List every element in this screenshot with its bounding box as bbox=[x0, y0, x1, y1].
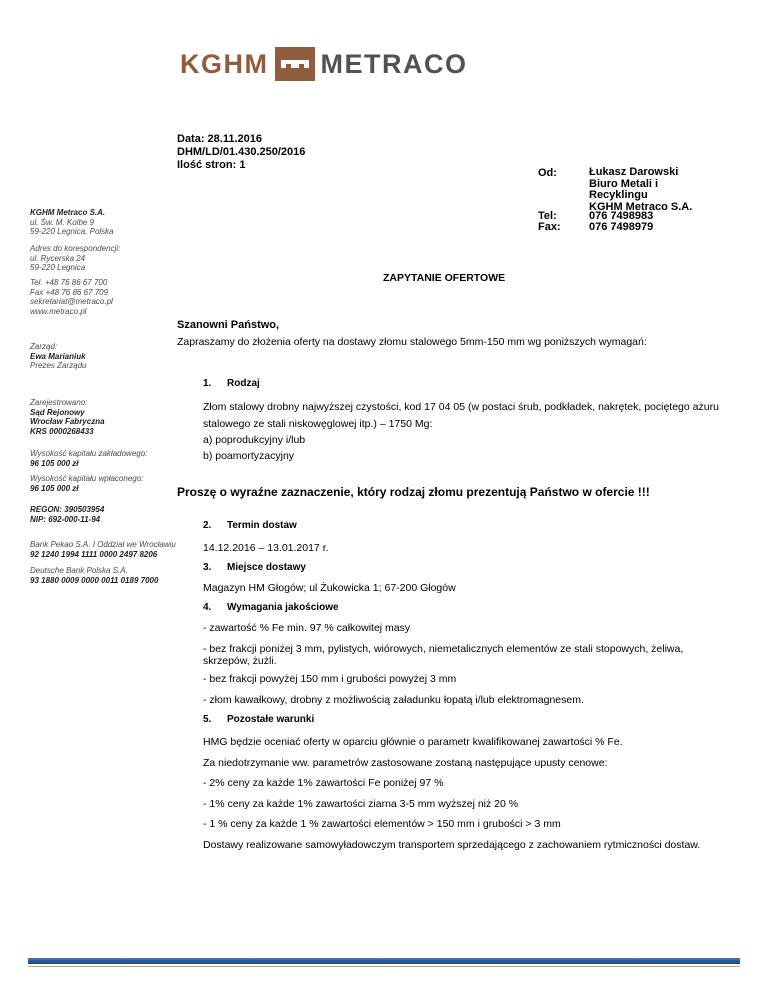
footer-divider bbox=[28, 966, 740, 967]
sender-line: Biuro Metali i bbox=[589, 177, 659, 190]
registry-court-division: Wrocław Fabryczna bbox=[30, 417, 105, 426]
section-5-number: 5. bbox=[203, 714, 212, 725]
contact-email[interactable]: sekretariat@metraco.pl bbox=[30, 297, 113, 306]
page-count: Ilość stron: 1 bbox=[177, 159, 246, 171]
section-3-number: 3. bbox=[203, 562, 212, 573]
section-2-text: 14.12.2016 – 13.01.2017 r. bbox=[203, 542, 329, 554]
from-label: Od: bbox=[538, 167, 557, 179]
capital-value: 96 105 000 zł bbox=[30, 458, 79, 468]
bank1-name: Bank Pekao S.A. I Oddział we Wrocławiu bbox=[30, 540, 176, 549]
section-2-number: 2. bbox=[203, 520, 212, 531]
section-3-text: Magazyn HM Głogów; ul Żukowicka 1; 67-200 Głogów bbox=[203, 582, 456, 594]
quality-item: - bez frakcji powyżej 150 mm i grubości powyżej 3 mm bbox=[203, 673, 457, 685]
sidebar-contact bbox=[30, 278, 180, 316]
section-1-option-b: b) poamortyzacyjny bbox=[203, 450, 295, 462]
reference-number: DHM/LD/01.430.250/2016 bbox=[177, 146, 306, 158]
registry-court: Sąd Rejonowy bbox=[30, 407, 85, 417]
section-1-line: stalowego ze stali niskowęglowej itp.) – 1750 Mg: bbox=[203, 418, 433, 430]
section-4-title: Wymagania jakościowe bbox=[227, 602, 339, 613]
contact-fax: Fax +48 76 86 67 709 bbox=[30, 287, 109, 297]
board-label: Zarząd: bbox=[30, 342, 58, 351]
discount-item: - 1% ceny za każde 1% zawartości ziarna 3-5 mm wyższej niż 20 % bbox=[203, 798, 519, 810]
quality-item-cont: skrzepów, żużli. bbox=[203, 655, 277, 667]
quality-item: - złom kawałkowy, drobny z możliwością załadunku łopatą i/lub elektromagnesem. bbox=[203, 694, 584, 706]
callout-note: Proszę o wyraźne zaznaczenie, który rodzaj złomu prezentują Państwo w ofercie !!! bbox=[177, 485, 650, 499]
sidebar-ids bbox=[30, 505, 180, 524]
footer-bar bbox=[28, 958, 740, 964]
section-4-number: 4. bbox=[203, 602, 212, 613]
board-name: Ewa Marianiuk bbox=[30, 351, 86, 361]
section-5-paragraph: Dostawy realizowane samowyładowczym transportem sprzedającego z zachowaniem rytmiczności dostaw. bbox=[203, 839, 701, 851]
correspondence-city: 59-220 Legnica bbox=[30, 263, 86, 272]
logo-text-left: KGHM bbox=[180, 48, 269, 79]
section-1-option-a: a) poprodukcyjny i/lub bbox=[203, 434, 306, 446]
fax-label: Fax: bbox=[538, 221, 561, 233]
date-line: Data: 28.11.2016 bbox=[177, 133, 263, 145]
tel-label: Tel: bbox=[538, 210, 557, 222]
page-title: ZAPYTANIE OFERTOWE bbox=[383, 272, 506, 284]
correspondence-street: ul. Rycerska 24 bbox=[30, 253, 86, 263]
sidebar-bank1 bbox=[30, 540, 180, 559]
bank2-name: Deutsche Bank Polska S.A. bbox=[30, 566, 128, 575]
sidebar-board bbox=[30, 342, 180, 371]
regon: REGON: 390503954 bbox=[30, 505, 105, 514]
section-2-title: Termin dostaw bbox=[227, 520, 297, 531]
logo-mark-icon bbox=[275, 47, 315, 81]
bank2-account: 93 1880 0009 0000 0011 0189 7000 bbox=[30, 575, 159, 585]
contact-web[interactable]: www.metraco.pl bbox=[30, 306, 87, 316]
sidebar-capital bbox=[30, 449, 180, 468]
sender-line: KGHM Metraco S.A. bbox=[589, 200, 693, 213]
sidebar-paid-capital bbox=[30, 474, 180, 493]
sidebar-company bbox=[30, 208, 180, 237]
board-role: Prezes Zarządu bbox=[30, 361, 87, 370]
nip: NIP: 692-000-11-94 bbox=[30, 514, 101, 524]
sender-line: Łukasz Darowski bbox=[589, 166, 679, 178]
section-5-title: Pozostałe warunki bbox=[227, 714, 315, 725]
section-1-number: 1. bbox=[203, 378, 212, 389]
correspondence-label: Adres do korespondencji: bbox=[30, 244, 121, 253]
sender-name bbox=[589, 167, 709, 213]
registry-krs: KRS 0000268433 bbox=[30, 426, 94, 436]
section-1-line: Złom stalowy drobny najwyższej czystości, kod 17 04 05 (w postaci śrub, podkładek, nakrętek, pociętego ażuru bbox=[203, 401, 719, 413]
sender-line: Recyklingu bbox=[589, 189, 648, 201]
section-5-paragraph: HMG będzie oceniać oferty w oparciu głównie o parametr kwalifikowanej zawartości % Fe. bbox=[203, 736, 623, 748]
capital-label: Wysokość kapitału zakładowego: bbox=[30, 449, 148, 458]
registry-label: Zarejestrowano: bbox=[30, 398, 88, 407]
bank1-account: 92 1240 1994 1111 0000 2497 8206 bbox=[30, 549, 158, 559]
sidebar-correspondence bbox=[30, 244, 180, 273]
document-meta bbox=[177, 133, 305, 172]
fax-value: 076 7498979 bbox=[589, 221, 654, 233]
company-city: 59-220 Legnica, Polska bbox=[30, 227, 114, 236]
quality-item: - zawartość % Fe min. 97 % całkowitej masy bbox=[203, 622, 411, 634]
sidebar-registry bbox=[30, 398, 180, 436]
contact-tel: Tel. +48 76 86 67 700 bbox=[30, 278, 108, 287]
sidebar-bank2 bbox=[30, 566, 180, 585]
tel-value: 076 7498983 bbox=[589, 210, 654, 222]
paid-capital-label: Wysokość kapitału wpłaconego: bbox=[30, 474, 144, 483]
logo-text-right: METRACO bbox=[320, 48, 468, 79]
quality-item: - bez frakcji poniżej 3 mm, pylistych, wiórowych, niemetalicznych elementów ze stali stopowych, żeliwa, bbox=[203, 643, 684, 655]
section-1-title: Rodzaj bbox=[227, 378, 260, 389]
greeting: Szanowni Państwo, bbox=[177, 319, 280, 331]
discount-item: - 2% ceny za każde 1% zawartości Fe poniżej 97 % bbox=[203, 777, 444, 789]
paid-capital-value: 96 105 000 zł bbox=[30, 483, 79, 493]
company-name: KGHM Metraco S.A. bbox=[30, 208, 106, 217]
section-5-paragraph: Za niedotrzymanie ww. parametrów zastosowane zostaną następujące upusty cenowe: bbox=[203, 757, 608, 769]
company-logo bbox=[180, 44, 468, 84]
discount-item: - 1 % ceny za każde 1 % zawartości elementów > 150 mm i grubości > 3 mm bbox=[203, 818, 561, 830]
section-3-title: Miejsce dostawy bbox=[227, 562, 306, 573]
company-street: ul. Św. M. Kolbe 9 bbox=[30, 217, 95, 227]
intro-text: Zapraszamy do złożenia oferty na dostawy złomu stalowego 5mm-150 mm wg poniższych wymagań: bbox=[177, 336, 647, 348]
